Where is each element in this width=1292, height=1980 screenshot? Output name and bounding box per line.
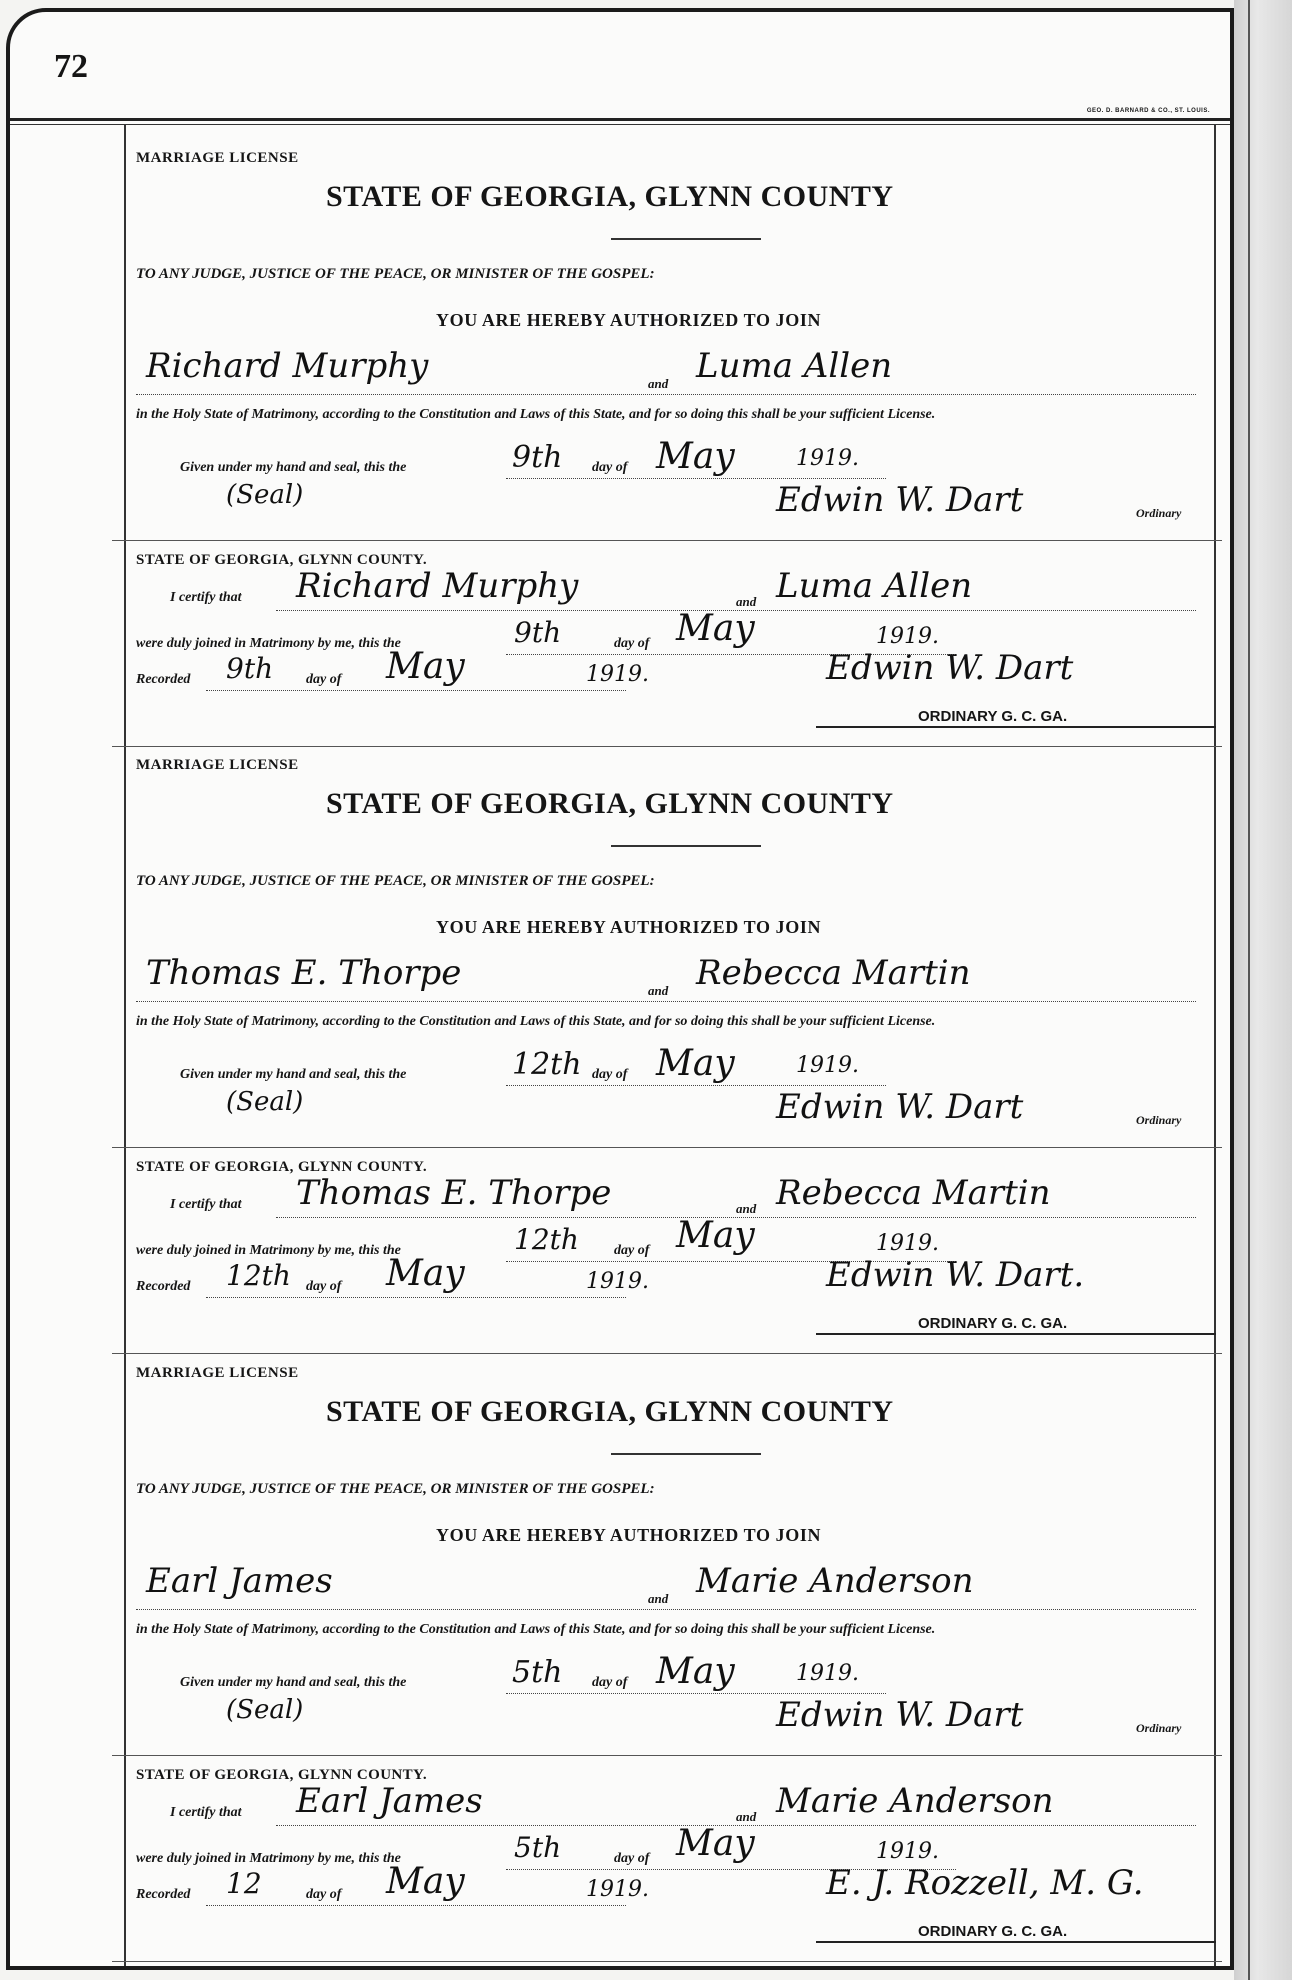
- authorized-line: YOU ARE HEREBY AUTHORIZED TO JOIN: [436, 917, 822, 937]
- record-divider: [112, 1961, 1222, 1962]
- groom-name: Thomas E. Thorpe: [146, 953, 462, 993]
- certify-label: I certify that: [170, 1805, 242, 1820]
- and-label: and: [648, 983, 669, 998]
- license-month: May: [656, 1651, 735, 1692]
- state-title: STATE OF GEORGIA, GLYNN COUNTY: [326, 787, 894, 820]
- married-month: May: [676, 608, 755, 649]
- stamp-line: [816, 1941, 1216, 1943]
- ordinary-label: Ordinary: [1136, 1113, 1182, 1127]
- license-label: MARRIAGE LICENSE: [136, 150, 299, 166]
- officiant-signature: Edwin W. Dart: [826, 648, 1074, 688]
- section-divider: [112, 1147, 1222, 1148]
- recorded-month: May: [386, 1253, 465, 1294]
- certificate-state: STATE OF GEORGIA, GLYNN COUNTY.: [136, 1767, 428, 1783]
- recorded-day: 12: [226, 1867, 262, 1900]
- top-rule: [10, 118, 1230, 121]
- license-label: MARRIAGE LICENSE: [136, 757, 299, 773]
- married-year: 1919.: [876, 624, 939, 649]
- ordinary-label: Ordinary: [1136, 1721, 1182, 1735]
- married-year: 1919.: [876, 1839, 939, 1864]
- matrimony-text: in the Holy State of Matrimony, according to the Constitution and Laws of this State, and for so doing this shall be your sufficient License.: [136, 407, 936, 422]
- married-month: May: [676, 1823, 755, 1864]
- certified-bride: Marie Anderson: [776, 1781, 1054, 1821]
- seal-mark: (Seal): [226, 480, 304, 510]
- authorized-line: YOU ARE HEREBY AUTHORIZED TO JOIN: [436, 1525, 822, 1545]
- date-line: [506, 1693, 886, 1694]
- and-label: and: [648, 1591, 669, 1606]
- ordinary-stamp: ORDINARY G. C. GA.: [918, 1923, 1068, 1940]
- certified-groom: Richard Murphy: [296, 566, 579, 606]
- joined-label: were duly joined in Matrimony by me, this the: [136, 1243, 401, 1258]
- recorded-label: Recorded: [136, 672, 191, 687]
- day-of-label: day of: [306, 672, 342, 687]
- day-of-label: day of: [306, 1279, 342, 1294]
- day-of-label: day of: [614, 1243, 650, 1258]
- license-month: May: [656, 436, 735, 477]
- recorded-year: 1919.: [586, 1877, 649, 1902]
- license-day: 5th: [512, 1655, 563, 1690]
- recorded-line: [206, 1905, 626, 1906]
- officiant-signature: E. J. Rozzell, M. G.: [826, 1863, 1144, 1903]
- recorded-month: May: [386, 646, 465, 687]
- ordinary-label: Ordinary: [1136, 506, 1182, 520]
- section-divider: [112, 540, 1222, 541]
- publisher-imprint: GEO. D. BARNARD & CO., ST. LOUIS.: [1086, 108, 1210, 114]
- recorded-month: May: [386, 1861, 465, 1902]
- married-day: 12th: [514, 1223, 579, 1256]
- officiant-signature: Edwin W. Dart.: [826, 1255, 1085, 1295]
- marriage-record-2: [136, 757, 1218, 1365]
- certificate-state: STATE OF GEORGIA, GLYNN COUNTY.: [136, 552, 428, 568]
- married-day: 5th: [514, 1831, 562, 1864]
- license-year: 1919.: [796, 1053, 859, 1078]
- given-label: Given under my hand and seal, this the: [180, 1675, 407, 1690]
- ordinary-signature: Edwin W. Dart: [776, 1087, 1024, 1127]
- recorded-year: 1919.: [586, 662, 649, 687]
- certificate-state: STATE OF GEORGIA, GLYNN COUNTY.: [136, 1159, 428, 1175]
- license-year: 1919.: [796, 446, 859, 471]
- marriage-record-3: [136, 1365, 1218, 1973]
- day-of-label: day of: [306, 1887, 342, 1902]
- adjacent-page-edge: [1234, 0, 1292, 1980]
- certified-bride: Luma Allen: [776, 566, 973, 606]
- certified-groom: Earl James: [296, 1781, 483, 1821]
- and-label: and: [648, 376, 669, 391]
- matrimony-text: in the Holy State of Matrimony, according to the Constitution and Laws of this State, and for so doing this shall be your sufficient License.: [136, 1622, 936, 1637]
- title-underline: [611, 238, 761, 240]
- and-label: and: [736, 594, 757, 609]
- ordinary-signature: Edwin W. Dart: [776, 480, 1024, 520]
- page-number: 72: [54, 48, 88, 85]
- given-label: Given under my hand and seal, this the: [180, 1067, 407, 1082]
- day-of-label: day of: [592, 1067, 628, 1082]
- stamp-line: [816, 1333, 1216, 1335]
- bride-name: Marie Anderson: [696, 1561, 974, 1601]
- ordinary-signature: Edwin W. Dart: [776, 1695, 1024, 1735]
- binding-line: [1248, 0, 1250, 1980]
- top-rule-thin: [10, 124, 1230, 125]
- day-of-label: day of: [592, 460, 628, 475]
- license-year: 1919.: [796, 1661, 859, 1686]
- address-line: TO ANY JUDGE, JUSTICE OF THE PEACE, OR MINISTER OF THE GOSPEL:: [136, 873, 655, 889]
- date-line: [506, 1085, 886, 1086]
- certified-bride: Rebecca Martin: [776, 1173, 1051, 1213]
- day-of-label: day of: [592, 1675, 628, 1690]
- joined-label: were duly joined in Matrimony by me, this the: [136, 1851, 401, 1866]
- recorded-day: 9th: [226, 652, 274, 685]
- recorded-label: Recorded: [136, 1887, 191, 1902]
- names-line: [136, 1609, 1196, 1610]
- marriage-record-1: [136, 150, 1218, 758]
- bride-name: Luma Allen: [696, 346, 893, 386]
- married-month: May: [676, 1215, 755, 1256]
- recorded-line: [206, 690, 626, 691]
- married-year: 1919.: [876, 1231, 939, 1256]
- groom-name: Richard Murphy: [146, 346, 429, 386]
- bride-name: Rebecca Martin: [696, 953, 971, 993]
- recorded-day: 12th: [226, 1259, 291, 1292]
- state-title: STATE OF GEORGIA, GLYNN COUNTY: [326, 1395, 894, 1428]
- joined-label: were duly joined in Matrimony by me, this the: [136, 636, 401, 651]
- section-divider: [112, 1755, 1222, 1756]
- authorized-line: YOU ARE HEREBY AUTHORIZED TO JOIN: [436, 310, 822, 330]
- names-line: [136, 394, 1196, 395]
- license-month: May: [656, 1043, 735, 1084]
- given-label: Given under my hand and seal, this the: [180, 460, 407, 475]
- names-line: [136, 1001, 1196, 1002]
- seal-mark: (Seal): [226, 1695, 304, 1725]
- day-of-label: day of: [614, 1851, 650, 1866]
- certify-label: I certify that: [170, 590, 242, 605]
- and-label: and: [736, 1809, 757, 1824]
- recorded-label: Recorded: [136, 1279, 191, 1294]
- address-line: TO ANY JUDGE, JUSTICE OF THE PEACE, OR MINISTER OF THE GOSPEL:: [136, 266, 655, 282]
- license-label: MARRIAGE LICENSE: [136, 1365, 299, 1381]
- certify-label: I certify that: [170, 1197, 242, 1212]
- license-day: 9th: [512, 440, 563, 475]
- married-day: 9th: [514, 616, 562, 649]
- title-underline: [611, 845, 761, 847]
- date-line: [506, 478, 886, 479]
- ordinary-stamp: ORDINARY G. C. GA.: [918, 1315, 1068, 1332]
- and-label: and: [736, 1201, 757, 1216]
- state-title: STATE OF GEORGIA, GLYNN COUNTY: [326, 180, 894, 213]
- address-line: TO ANY JUDGE, JUSTICE OF THE PEACE, OR MINISTER OF THE GOSPEL:: [136, 1481, 655, 1497]
- groom-name: Earl James: [146, 1561, 333, 1601]
- license-day: 12th: [512, 1047, 582, 1082]
- title-underline: [611, 1453, 761, 1455]
- left-margin-rule: [124, 125, 126, 1966]
- record-divider: [112, 746, 1222, 747]
- stamp-line: [816, 726, 1216, 728]
- recorded-line: [206, 1297, 626, 1298]
- matrimony-text: in the Holy State of Matrimony, according to the Constitution and Laws of this State, and for so doing this shall be your sufficient License.: [136, 1014, 936, 1029]
- recorded-year: 1919.: [586, 1269, 649, 1294]
- record-divider: [112, 1353, 1222, 1354]
- seal-mark: (Seal): [226, 1087, 304, 1117]
- certified-groom: Thomas E. Thorpe: [296, 1173, 612, 1213]
- ordinary-stamp: ORDINARY G. C. GA.: [918, 708, 1068, 725]
- day-of-label: day of: [614, 636, 650, 651]
